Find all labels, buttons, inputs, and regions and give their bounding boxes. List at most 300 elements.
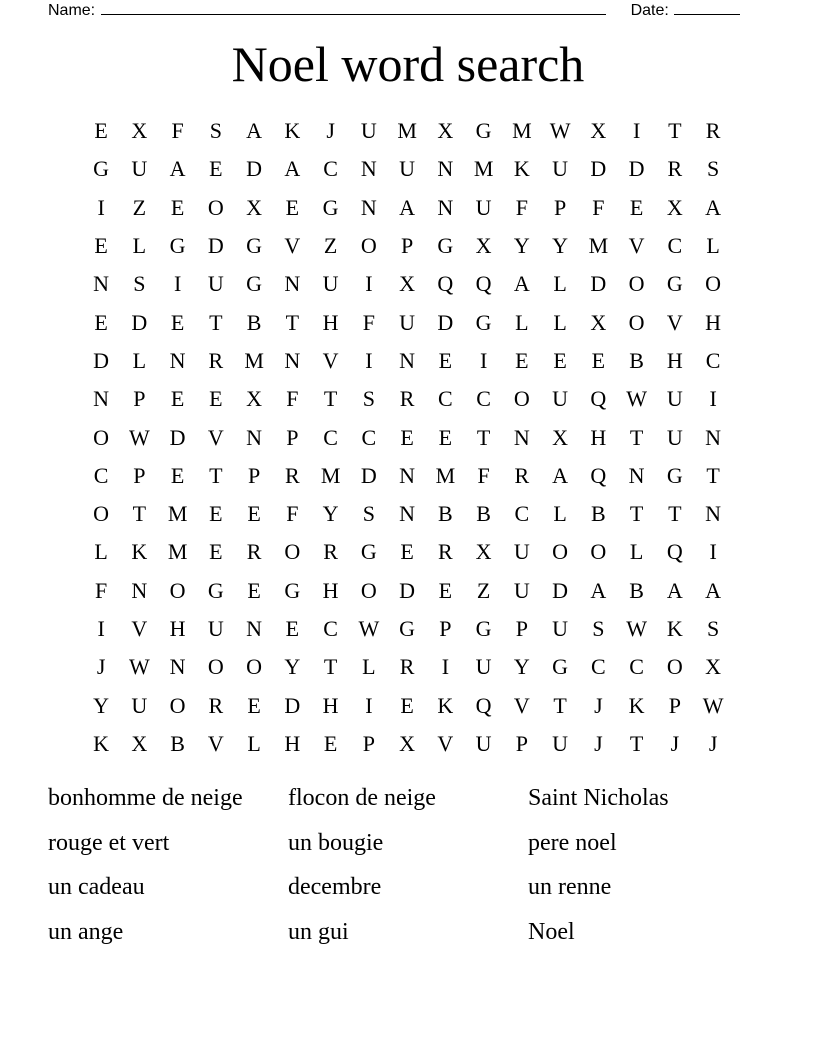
grid-letter: D <box>93 347 110 373</box>
grid-letter: Q <box>437 271 454 297</box>
grid-letter: P <box>248 462 261 488</box>
grid-letter: T <box>209 462 223 488</box>
grid-letter: K <box>93 730 110 756</box>
grid-letter: B <box>246 309 262 335</box>
grid-letter: E <box>400 539 414 565</box>
grid-letter: F <box>95 577 108 603</box>
grid-letter: N <box>246 424 263 450</box>
grid-letter: C <box>323 616 338 641</box>
grid-letter: K <box>666 616 683 641</box>
grid-letter: I <box>709 386 717 412</box>
grid-letter: V <box>437 730 454 756</box>
grid-letter: U <box>475 654 492 680</box>
grid-letter: H <box>666 347 683 373</box>
grid-letter: Q <box>590 462 607 488</box>
grid-letter: I <box>97 616 105 641</box>
grid-letter: E <box>285 616 300 641</box>
grid-letter: D <box>360 462 377 488</box>
grid-letter: L <box>362 654 376 680</box>
grid-letter: I <box>441 654 450 680</box>
grid-letter: N <box>399 462 416 488</box>
grid-letter: T <box>209 309 223 335</box>
grid-letter: Z <box>323 233 338 259</box>
word-list <box>48 776 768 954</box>
grid-letter: R <box>514 462 530 488</box>
grid-letter: N <box>93 386 110 412</box>
grid-letter: A <box>590 577 607 603</box>
grid-letter: O <box>705 271 722 297</box>
grid-letter: B <box>629 577 644 603</box>
grid-letter: J <box>594 730 603 756</box>
grid-letter: U <box>207 271 224 297</box>
grid-letter: V <box>322 347 339 373</box>
grid-letter: G <box>207 577 224 603</box>
word-list-item: un cadeau <box>48 874 145 900</box>
word-list-item: Saint Nicholas <box>528 785 669 811</box>
grid-letter: T <box>285 309 300 335</box>
grid-letter: E <box>170 309 185 335</box>
grid-letter: I <box>479 347 488 373</box>
name-blank-line <box>101 0 606 15</box>
grid-letter: N <box>705 501 722 527</box>
grid-letter: G <box>475 309 492 335</box>
grid-letter: C <box>476 386 491 412</box>
word-list-item: un bougie <box>288 829 384 856</box>
grid-letter: N <box>360 194 377 220</box>
grid-letter: D <box>590 271 607 297</box>
grid-letter: G <box>475 616 492 641</box>
grid-letter: T <box>668 118 682 144</box>
grid-letter: P <box>133 462 146 488</box>
grid-letter: G <box>360 539 377 565</box>
grid-letter: L <box>553 271 567 297</box>
grid-letter: O <box>360 233 377 259</box>
word-list-item: un ange <box>48 918 124 945</box>
grid-letter: W <box>128 654 150 680</box>
grid-letter: W <box>702 692 724 718</box>
word-list-item: un renne <box>528 874 612 900</box>
grid-letter: A <box>666 577 683 603</box>
grid-letter: B <box>170 730 185 756</box>
grid-letter: X <box>666 194 683 220</box>
grid-letter: A <box>552 462 569 488</box>
grid-letter: D <box>131 309 148 335</box>
grid-letter: L <box>132 233 147 259</box>
word-list-item: pere noel <box>528 829 617 856</box>
grid-letter: I <box>365 692 373 718</box>
grid-letter: H <box>322 692 339 718</box>
grid-letter: V <box>284 233 301 259</box>
grid-letter: C <box>438 386 453 412</box>
grid-letter: D <box>399 577 416 603</box>
grid-letter: E <box>438 347 453 373</box>
grid-letter: A <box>169 156 186 182</box>
grid-letter: Y <box>284 654 301 680</box>
grid-letter: F <box>477 462 490 488</box>
grid-letter: Q <box>590 386 607 412</box>
grid-letter: W <box>358 616 380 641</box>
grid-letter: K <box>284 118 301 144</box>
header <box>48 0 740 21</box>
grid-letter: H <box>322 577 339 603</box>
grid-letter: T <box>629 424 644 450</box>
grid-letter: L <box>132 347 147 373</box>
grid-letter: F <box>171 118 184 144</box>
grid-letter: G <box>322 194 339 220</box>
grid-letter: R <box>285 462 300 488</box>
grid-letter: H <box>590 424 607 450</box>
grid-letter: Q <box>475 692 492 718</box>
grid-letter: U <box>513 539 530 565</box>
grid-letter: E <box>94 233 108 259</box>
grid-letter: O <box>590 539 607 565</box>
grid-letter: L <box>553 501 567 527</box>
grid-letter: T <box>629 730 644 756</box>
grid-letter: V <box>207 424 224 450</box>
grid-letter: J <box>96 654 106 680</box>
grid-letter: P <box>133 386 146 412</box>
grid-letter: J <box>326 118 335 144</box>
grid-letter: U <box>399 156 416 182</box>
grid-letter: E <box>247 577 261 603</box>
grid-letter: N <box>437 194 454 220</box>
grid-letter: Y <box>513 654 530 680</box>
grid-letter: T <box>553 692 567 718</box>
grid-letter: E <box>515 347 529 373</box>
grid-letter: F <box>286 386 299 412</box>
grid-letter: R <box>323 539 338 565</box>
grid-letter: G <box>93 156 110 182</box>
grid-letter: N <box>246 616 263 641</box>
grid-letter: U <box>475 194 492 220</box>
grid-letter: I <box>173 271 182 297</box>
grid-letter: U <box>322 271 339 297</box>
grid-letter: E <box>247 692 261 718</box>
grid-letter: O <box>207 654 224 680</box>
grid-letter: U <box>666 386 683 412</box>
grid-letter: W <box>626 386 647 412</box>
grid-letter: G <box>169 233 186 259</box>
grid-letter: E <box>170 462 185 488</box>
grid-letter: B <box>438 501 453 527</box>
grid-letter: H <box>705 309 722 335</box>
grid-letter: J <box>708 730 718 756</box>
grid-letter: E <box>247 501 261 527</box>
grid-letter: N <box>399 501 416 527</box>
grid-letter: G <box>475 118 492 144</box>
grid-letter: G <box>552 654 569 680</box>
grid-letter: G <box>666 462 683 488</box>
grid-letter: U <box>399 309 416 335</box>
grid-letter: F <box>515 194 528 220</box>
grid-letter: Q <box>666 539 683 565</box>
grid-letter: C <box>323 156 338 182</box>
grid-letter: Y <box>513 233 530 259</box>
grid-letter: N <box>284 347 301 373</box>
grid-letter: P <box>286 424 299 450</box>
grid-letter: X <box>475 539 492 565</box>
grid-letter: E <box>438 577 453 603</box>
grid-letter: S <box>707 156 720 182</box>
grid-letter: V <box>666 309 683 335</box>
grid-letter: D <box>628 156 645 182</box>
grid-letter: U <box>552 616 569 641</box>
grid-letter: O <box>666 654 683 680</box>
grid-letter: X <box>399 730 416 756</box>
grid-letter: U <box>131 156 148 182</box>
grid-letter: L <box>706 233 720 259</box>
grid-letter: S <box>362 501 375 527</box>
grid-letter: H <box>169 616 186 641</box>
grid-letter: U <box>552 730 569 756</box>
grid-letter: T <box>323 386 338 412</box>
grid-letter: G <box>666 271 683 297</box>
grid-letter: E <box>553 347 567 373</box>
letter-grid <box>82 112 732 763</box>
grid-letter: Y <box>552 233 569 259</box>
grid-letter: U <box>552 156 569 182</box>
word-list-item: decembre <box>288 874 382 900</box>
grid-letter: L <box>629 539 644 565</box>
grid-letter: O <box>513 386 530 412</box>
grid-letter: X <box>246 386 263 412</box>
grid-letter: A <box>246 118 263 144</box>
grid-letter: Y <box>322 501 339 527</box>
grid-letter: E <box>94 309 108 335</box>
grid-letter: G <box>246 233 263 259</box>
grid-letter: I <box>632 118 641 144</box>
grid-letter: X <box>131 118 148 144</box>
grid-letter: X <box>590 118 607 144</box>
grid-letter: A <box>284 156 301 182</box>
grid-letter: I <box>365 271 373 297</box>
grid-letter: I <box>709 539 717 565</box>
grid-letter: O <box>628 271 645 297</box>
grid-letter: D <box>169 424 186 450</box>
grid-letter: W <box>626 616 647 641</box>
grid-letter: C <box>667 233 683 259</box>
grid-letter: R <box>399 386 415 412</box>
grid-letter: U <box>552 386 569 412</box>
grid-letter: I <box>97 194 105 220</box>
grid-letter: N <box>93 271 110 297</box>
grid-letter: E <box>209 386 223 412</box>
grid-letter: T <box>323 654 338 680</box>
grid-letter: X <box>590 309 607 335</box>
grid-letter: G <box>437 233 454 259</box>
grid-letter: J <box>594 692 603 718</box>
grid-letter: O <box>93 501 110 527</box>
grid-letter: O <box>169 577 186 603</box>
grid-letter: R <box>399 654 415 680</box>
date-blank-line <box>674 0 740 15</box>
grid-letter: C <box>514 501 530 527</box>
grid-letter: R <box>705 118 721 144</box>
grid-letter: C <box>629 654 644 680</box>
grid-letter: P <box>362 730 375 756</box>
grid-letter: C <box>323 424 338 450</box>
grid-letter: H <box>322 309 339 335</box>
grid-letter: F <box>286 501 299 527</box>
grid-letter: D <box>552 577 569 603</box>
grid-letter: T <box>668 501 682 527</box>
grid-letter: E <box>323 730 338 756</box>
grid-letter: V <box>628 233 645 259</box>
grid-letter: E <box>94 118 108 144</box>
grid-letter: E <box>209 539 223 565</box>
grid-letter: X <box>131 730 148 756</box>
grid-letter: E <box>629 194 644 220</box>
grid-letter: U <box>666 424 683 450</box>
grid-letter: S <box>707 616 720 641</box>
grid-letter: E <box>209 156 223 182</box>
grid-letter: M <box>167 539 188 565</box>
word-list-item: flocon de neige <box>288 785 436 811</box>
grid-letter: B <box>591 501 606 527</box>
grid-letter: R <box>438 539 453 565</box>
grid-letter: R <box>667 156 683 182</box>
grid-letter: N <box>169 654 186 680</box>
grid-letter: A <box>705 194 722 220</box>
grid-letter: S <box>362 386 375 412</box>
grid-letter: N <box>513 424 530 450</box>
grid-letter: N <box>360 156 377 182</box>
grid-letter: S <box>209 118 222 144</box>
grid-letter: E <box>285 194 300 220</box>
grid-letter: P <box>515 730 528 756</box>
word-list-item: bonhomme de neige <box>48 785 243 811</box>
grid-letter: M <box>397 118 417 144</box>
grid-letter: V <box>513 692 530 718</box>
grid-letter: C <box>591 654 606 680</box>
grid-letter: U <box>475 730 492 756</box>
grid-letter: F <box>592 194 605 220</box>
grid-letter: Q <box>475 271 492 297</box>
word-list-item: un gui <box>288 918 349 945</box>
date-label: Date: <box>630 2 669 19</box>
grid-letter: E <box>170 386 185 412</box>
grid-letter: M <box>244 347 264 373</box>
grid-letter: L <box>94 539 108 565</box>
grid-letter: J <box>670 730 680 756</box>
grid-letter: E <box>400 424 414 450</box>
grid-letter: V <box>131 616 148 641</box>
grid-letter: G <box>284 577 301 603</box>
grid-letter: K <box>131 539 148 565</box>
grid-letter: B <box>629 347 644 373</box>
grid-letter: S <box>592 616 605 641</box>
grid-letter: M <box>167 501 188 527</box>
grid-letter: L <box>247 730 261 756</box>
grid-letter: E <box>591 347 606 373</box>
grid-letter: V <box>207 730 224 756</box>
grid-letter: N <box>628 462 645 488</box>
grid-letter: S <box>133 271 146 297</box>
grid-letter: A <box>399 194 416 220</box>
grid-letter: O <box>207 194 224 220</box>
grid-letter: R <box>208 692 224 718</box>
grid-letter: N <box>284 271 301 297</box>
word-list-item: Noel <box>528 918 575 945</box>
grid-letter: M <box>588 233 609 259</box>
grid-letter: C <box>361 424 377 450</box>
grid-letter: E <box>400 692 414 718</box>
grid-letter: X <box>552 424 569 450</box>
grid-letter: G <box>246 271 263 297</box>
grid-letter: P <box>439 616 452 641</box>
grid-letter: N <box>131 577 148 603</box>
grid-letter: D <box>437 309 454 335</box>
grid-letter: P <box>554 194 567 220</box>
grid-letter: O <box>284 539 301 565</box>
grid-letter: M <box>320 462 341 488</box>
grid-letter: K <box>628 692 645 718</box>
grid-letter: N <box>437 156 454 182</box>
grid-letter: N <box>399 347 416 373</box>
grid-letter: H <box>284 730 301 756</box>
name-label: Name: <box>48 2 96 19</box>
word-list-item: rouge et vert <box>48 829 170 856</box>
grid-letter: K <box>513 156 530 182</box>
grid-letter: T <box>476 424 491 450</box>
grid-letter: P <box>668 692 681 718</box>
grid-letter: E <box>438 424 453 450</box>
grid-letter: W <box>128 424 150 450</box>
grid-letter: F <box>362 309 375 335</box>
grid-letter: O <box>360 577 377 603</box>
grid-letter: M <box>435 462 456 488</box>
grid-letter: K <box>437 692 454 718</box>
grid-letter: X <box>705 654 722 680</box>
grid-letter: B <box>476 501 491 527</box>
grid-letter: U <box>131 692 148 718</box>
grid-letter: T <box>629 501 644 527</box>
grid-letter: Y <box>93 692 110 718</box>
grid-letter: E <box>209 501 223 527</box>
grid-letter: U <box>360 118 377 144</box>
grid-letter: E <box>170 194 185 220</box>
grid-letter: L <box>515 309 529 335</box>
grid-letter: N <box>705 424 722 450</box>
grid-letter: L <box>553 309 567 335</box>
grid-letter: M <box>512 118 532 144</box>
grid-letter: W <box>549 118 571 144</box>
grid-letter: U <box>513 577 530 603</box>
grid-letter: A <box>705 577 722 603</box>
grid-letter: I <box>365 347 373 373</box>
grid-letter: O <box>552 539 569 565</box>
grid-letter: O <box>169 692 186 718</box>
grid-letter: N <box>169 347 186 373</box>
grid-letter: D <box>246 156 263 182</box>
grid-letter: P <box>515 616 528 641</box>
grid-letter: X <box>437 118 454 144</box>
grid-letter: R <box>246 539 262 565</box>
grid-letter: O <box>246 654 263 680</box>
grid-letter: U <box>207 616 224 641</box>
page-title: Noel word search <box>231 36 585 92</box>
grid-letter: O <box>628 309 645 335</box>
grid-letter: D <box>284 692 301 718</box>
grid-letter: X <box>246 194 263 220</box>
grid-letter: X <box>475 233 492 259</box>
grid-letter: C <box>93 462 109 488</box>
grid-letter: T <box>132 501 147 527</box>
grid-letter: D <box>207 233 224 259</box>
grid-letter: M <box>473 156 494 182</box>
grid-letter: Z <box>132 194 147 220</box>
grid-letter: D <box>590 156 607 182</box>
